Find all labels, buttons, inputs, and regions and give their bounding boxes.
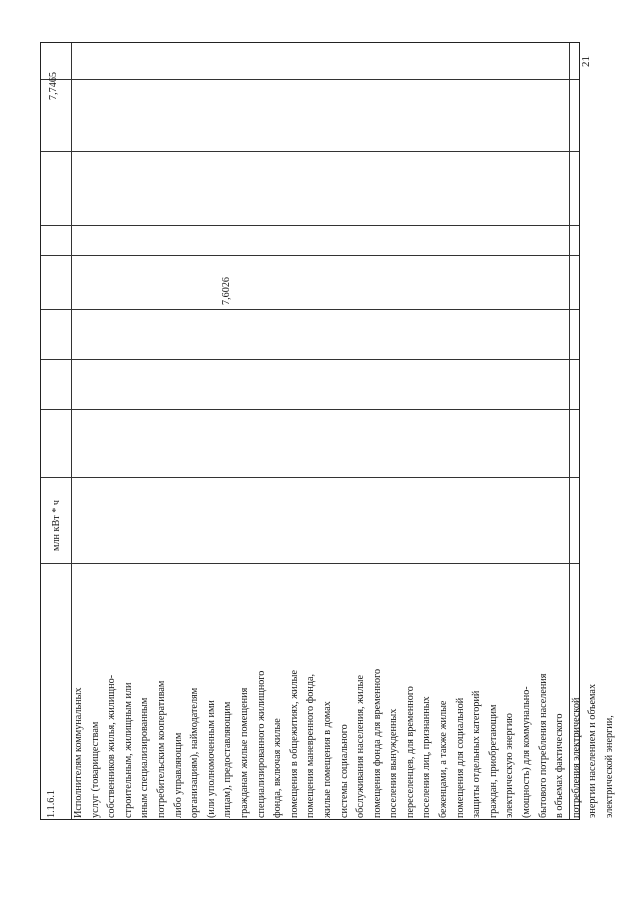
- description-line: (мощность) для коммунально-: [521, 686, 533, 818]
- table-divider: [41, 409, 579, 410]
- description-line: строительным, жилищным или: [122, 682, 134, 818]
- description-line: потребления электрической: [570, 697, 582, 818]
- description-line: фонда, включая жилые: [272, 718, 284, 818]
- description-line: электрическую энергию: [504, 713, 516, 818]
- description-line: жилые помещения в домах: [321, 701, 333, 818]
- row-number: 1.1.6.1: [46, 789, 57, 818]
- table-divider: [41, 477, 579, 478]
- description-line: защиты отдельных категорий: [471, 690, 483, 818]
- description-line: собственников жилья, жилищно-: [106, 674, 118, 818]
- description-line: поселения лиц, признанных: [421, 696, 433, 818]
- description-line: помещения маневренного фонда,: [305, 673, 317, 818]
- description-line: Исполнителям коммунальных: [73, 687, 84, 818]
- description-line: гражданам жилые помещения: [238, 687, 250, 818]
- table-divider: [41, 309, 579, 310]
- table-divider: [41, 225, 579, 226]
- description-line: энергии населением и объемах: [587, 683, 599, 818]
- description-line: поселения вынужденных: [388, 708, 400, 818]
- value-cell-2: 7,7465: [48, 71, 59, 100]
- description-line: электрической энергии,: [604, 715, 615, 818]
- description-line: специализированного жилищного: [255, 670, 267, 818]
- description-line: обслуживания населения, жилые: [355, 674, 367, 818]
- table-divider: [41, 359, 579, 360]
- description-line: (или уполномоченным ими: [205, 700, 217, 818]
- table-divider: [41, 563, 579, 564]
- description-line: помещения для социальной: [454, 697, 466, 818]
- description-line: организациям), наймодателям: [189, 687, 201, 818]
- description-line: беженцами, а также жилые: [438, 700, 450, 818]
- row-description: [71, 570, 619, 818]
- table-divider: [41, 255, 579, 256]
- description-line: иным специализированным: [139, 697, 151, 818]
- description-line: потребительским кооперативам: [155, 680, 167, 818]
- description-line: либо управляющим: [172, 732, 184, 818]
- table-divider: [41, 79, 579, 80]
- description-line: лицам), предоставляющим: [222, 701, 234, 818]
- description-line: системы социального: [338, 724, 350, 818]
- page-number: 21: [580, 56, 592, 67]
- description-line: помещения в общежитиях, жилые: [288, 669, 300, 818]
- description-line: услуг (товариществам: [89, 721, 101, 818]
- description-line: граждан, приобретающим: [487, 704, 499, 818]
- description-line: в объемах фактического: [554, 713, 566, 818]
- value-cell-1: 7,6026: [221, 276, 232, 305]
- description-line: помещения фонда для временного: [371, 668, 383, 818]
- description-line: переселенцев, для временного: [404, 686, 416, 818]
- unit-label: млн кВт * ч: [51, 499, 62, 551]
- table-divider: [41, 151, 579, 152]
- description-line: бытового потребления населения: [537, 673, 549, 818]
